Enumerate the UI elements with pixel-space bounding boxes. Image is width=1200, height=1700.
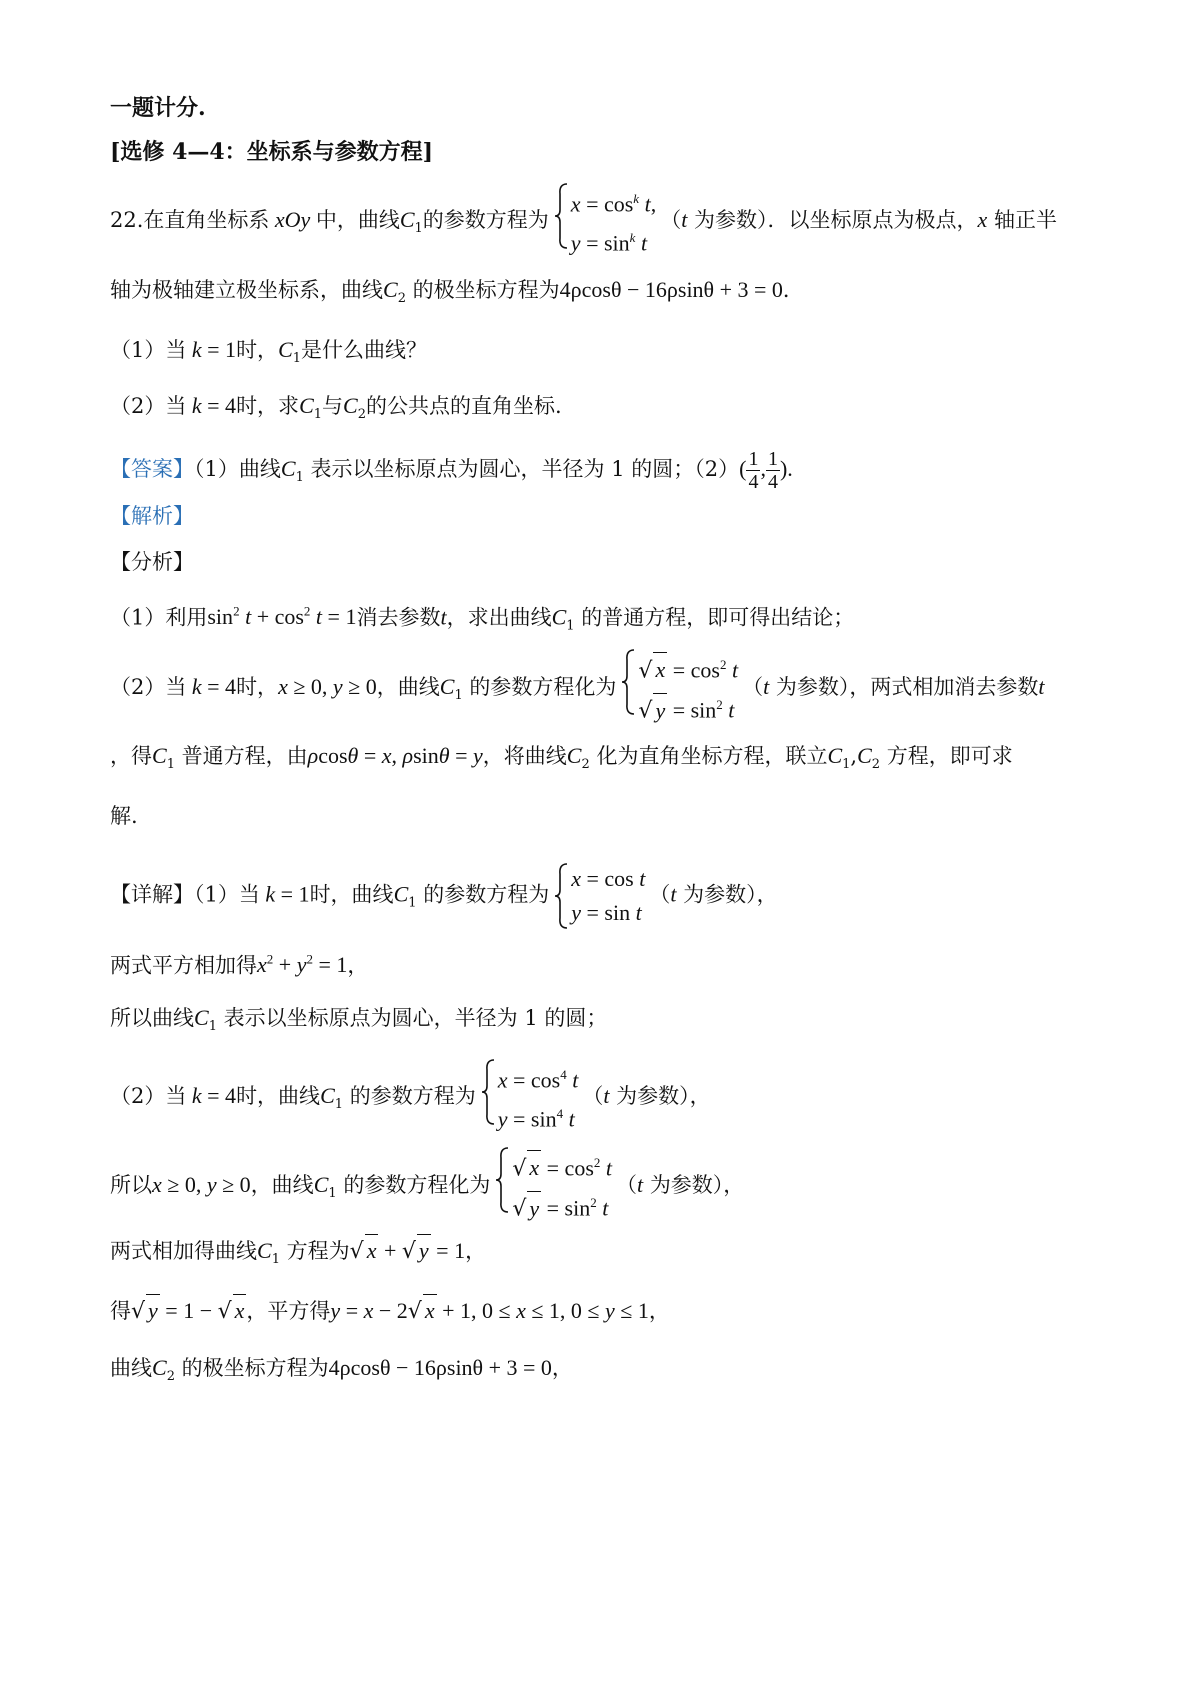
text: ， (648, 1299, 670, 1323)
text: 所以 (110, 1172, 152, 1197)
text: 的普通方程，即可得出结论； (581, 605, 855, 630)
text: 轴为极轴建立极坐标系，曲线 (110, 278, 383, 302)
fenxi-tag: 【分析】 (110, 550, 194, 574)
text: 所以曲线 (110, 1006, 194, 1030)
text: （2）当 (110, 1083, 187, 1108)
text: （1）利用 (110, 605, 208, 630)
text: ，得 (110, 744, 152, 768)
text: 时，曲线 (236, 1083, 321, 1108)
text: 方程为 (286, 1239, 350, 1263)
analysis-tag-line (110, 500, 1100, 532)
text: 22.在直角坐标系 (110, 207, 270, 232)
text: 时， (236, 674, 279, 699)
text: ， (465, 1239, 487, 1263)
text: 为参数）．以坐标原点为极点， (694, 207, 978, 232)
detail-1: 【详解】（1）当 k = 1时，曲线$C_1$ 的参数方程为 x = cos t y = sin t （t 为参数）， (110, 862, 1100, 930)
text: 的公共点的直角坐标. (366, 394, 562, 418)
text: 得 (110, 1299, 131, 1323)
analysis-tag: 【解析】 (110, 504, 194, 528)
equation-c2: 4ρcosθ − 16ρsinθ + 3 = 0 (559, 277, 783, 302)
text: （1）曲线 (194, 457, 281, 481)
text: 两式平方相加得 (110, 953, 257, 978)
text: 时，求 (236, 394, 300, 418)
text: 的参数方程化为 (343, 1172, 491, 1197)
text: （1）当 (194, 882, 260, 907)
text: 方程，即可求 (886, 744, 1013, 768)
text: ，将曲线 (482, 744, 567, 768)
text: （2）当 (110, 674, 187, 699)
text: [选修 4—4：坐标系与参数方程] (110, 139, 434, 165)
text: 与 (322, 394, 344, 418)
text: 为参数）， (683, 882, 778, 907)
detail-2: 两式平方相加得$x^2 + y^2 = 1$， (110, 952, 369, 978)
text: 时，曲线 (309, 882, 394, 907)
question-22-line1: 22.在直角坐标系 xOy 中，曲线$C_1$的参数方程为 $x = \cos^k t$, $y = \sin^k t$ （t 为参数）．以坐标原点为极点，x 轴正半 (110, 182, 1100, 261)
text: ，曲线 (376, 674, 440, 699)
answer-line: 【答案】（1）曲线$C_1$ 表示以坐标原点为圆心，半径为 1 的圆；（2）( $\frac{1}{4}$ , $\frac{1}{4}$ ). (110, 448, 793, 493)
question-part1: （1）当 k = 1时，$C_1$是什么曲线？ (110, 337, 428, 367)
text: 是什么曲线？ (301, 338, 428, 362)
param-system-sqrt-2: √ $x = \cos^2 t$ √ $y = \sin^2 t$ (494, 1146, 612, 1227)
text: 为参数）， (649, 1172, 745, 1197)
text: 两式相加得曲线 (110, 1239, 257, 1263)
text: 一题计分. (110, 95, 206, 121)
text: 的参数方程为 (349, 1083, 476, 1108)
fenxi-1: （1）利用$\sin^2 t + \cos^2 t = 1$消去参数t，求出曲线$C_1$ 的普通方程，即可得出结论； (110, 604, 855, 634)
text: 的极坐标方程为 (181, 1356, 329, 1380)
text: 为参数）， (616, 1083, 711, 1108)
equation-c2-repeat: 4ρcosθ − 16ρsinθ + 3 = 0 (328, 1355, 552, 1380)
text: ，求出曲线 (446, 605, 552, 630)
text: 为参数），两式相加消去参数 (775, 674, 1039, 699)
text: ，曲线 (250, 1172, 314, 1197)
detail-6: 两式相加得曲线$C_1$ 方程为√ x + √ y = 1， (110, 1234, 1100, 1276)
fenxi-2: （2）当 k = 4时，x ≥ 0, y ≥ 0，曲线$C_1$ 的参数方程化为 √ $x = \cos^2 t$ √ $y = \sin^2 t$ （t 为参数），两式相加消去参数t (110, 648, 1100, 729)
text: 的参数方程化为 (469, 674, 617, 699)
question-part2: （2）当 k = 4时，求$C_1$与$C_2$的公共点的直角坐标. (110, 393, 562, 423)
text: （1）当 (110, 338, 187, 362)
detail-4: （2）当 k = 4时，曲线$C_1$ 的参数方程为 $x = \cos^4 t$ $y = \sin^4 t$ （t 为参数）， (110, 1058, 1100, 1137)
text: ， (551, 1356, 573, 1380)
text: 轴正半 (993, 207, 1057, 232)
detail-7: 得√ y = 1 − √ x，平方得y = x − 2√ x + 1, 0 ≤ x ≤ 1, 0 ≤ y ≤ 1， (110, 1294, 1100, 1328)
text: 解. (110, 804, 138, 828)
text: 时， (236, 338, 279, 362)
text: （2）当 (110, 394, 187, 418)
fenxi-tag-line (110, 546, 1100, 578)
text: ，平方得 (246, 1299, 331, 1323)
text: 的极坐标方程为 (412, 278, 560, 302)
heading-elective (110, 136, 1100, 168)
text: 曲线 (110, 1356, 152, 1380)
text: 普通方程，由 (181, 744, 308, 768)
answer-tag: 【答案】 (110, 457, 194, 481)
detail-5: 所以x ≥ 0, y ≥ 0，曲线$C_1$ 的参数方程化为 √ $x = \cos^2 t$ √ $y = \sin^2 t$ （t 为参数）， (110, 1146, 1100, 1227)
text: 中，曲线 (315, 207, 400, 232)
detail-8: 曲线$C_2$ 的极坐标方程为4ρcosθ − 16ρsinθ + 3 = 0， (110, 1355, 573, 1385)
text: 消去参数 (356, 605, 441, 630)
param-system-k1: x = cos t y = sin t (553, 862, 645, 930)
text: 表示以坐标原点为圆心，半径为 1 的圆；（2） (310, 457, 740, 481)
detail-3: 所以曲线$C_1$ 表示以坐标原点为圆心，半径为 1 的圆； (110, 1005, 608, 1035)
param-system-k4: $x = \cos^4 t$ $y = \sin^4 t$ (480, 1058, 579, 1137)
fenxi-4 (110, 800, 1100, 832)
text: ， (347, 953, 369, 978)
text: 化为直角坐标方程，联立 (596, 744, 828, 768)
question-22-line2: 轴为极轴建立极坐标系，曲线$C_2$ 的极坐标方程为4ρcosθ − 16ρsinθ + 3 = 0． (110, 277, 804, 307)
fenxi-3: ，得$C_1$ 普通方程，由ρcosθ = x, ρsinθ = y，将曲线$C_2$ 化为直角坐标方程，联立$C_1,C_2$ 方程，即可求 (110, 743, 1013, 773)
text: 的参数方程为 (422, 207, 549, 232)
text: 表示以坐标原点为圆心，半径为 1 的圆； (223, 1006, 608, 1030)
text: 的参数方程为 (423, 882, 550, 907)
param-system-sqrt: √ $x = \cos^2 t$ √ $y = \sin^2 t$ (620, 648, 738, 729)
detail-tag: 【详解】 (110, 882, 194, 907)
param-system-ck: $x = \cos^k t$, $y = \sin^k t$ (553, 182, 656, 261)
heading-scoring (110, 92, 1100, 124)
